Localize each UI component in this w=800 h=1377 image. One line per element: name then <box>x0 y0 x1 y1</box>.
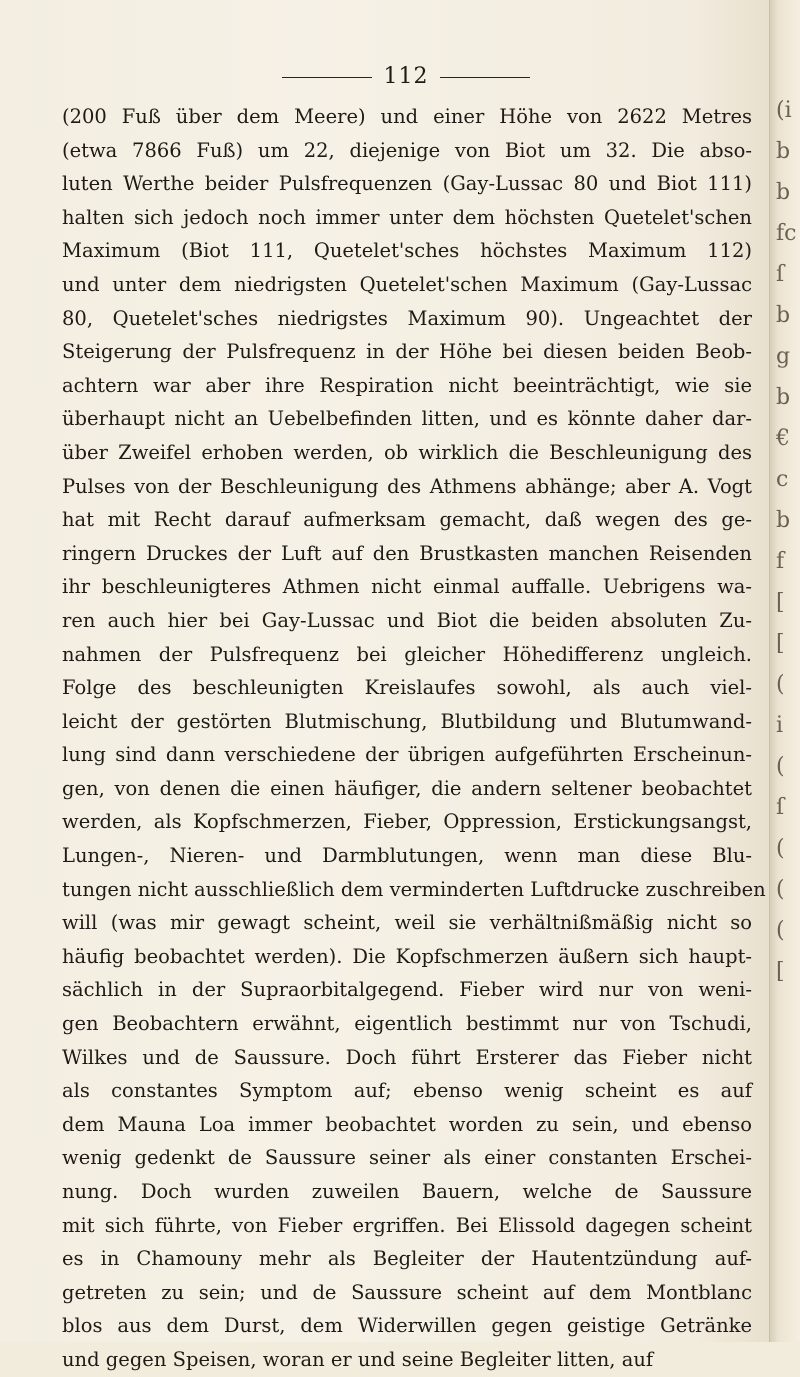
margin-glyph: b <box>776 180 791 205</box>
margin-glyph: f <box>776 549 785 574</box>
margin-glyph: [ <box>776 959 785 984</box>
text-line: dem Mauna Loa immer beobachtet worden zu sein, und ebenso <box>62 1112 752 1136</box>
page-header <box>0 64 770 90</box>
text-line: Steigerung der Pulsfrequenz in der Höhe bei diesen beiden Beob- <box>62 340 752 364</box>
body-text <box>62 100 766 1377</box>
margin-glyph: ( <box>776 918 785 943</box>
text-line: gen, von denen die einen häufiger, die andern seltener beobachtet <box>62 776 752 800</box>
margin-glyph: ſ <box>776 262 785 287</box>
text-line: und unter dem niedrigsten Quetelet'schen Maximum (Gay-Lussac <box>62 272 752 296</box>
text-line: ringern Druckes der Luft auf den Brustkasten manchen Reisenden <box>62 541 752 565</box>
text-line: nung. Doch wurden zuweilen Bauern, welche de Saussure <box>62 1180 752 1203</box>
header-rule-right <box>440 77 530 78</box>
text-line: es in Chamouny mehr als Begleiter der Hautentzündung auf- <box>62 1247 752 1271</box>
text-line: ihr beschleunigteres Athmen nicht einmal auffalle. Uebrigens wa- <box>62 575 752 599</box>
margin-glyph: b <box>776 139 791 164</box>
margin-glyph: fc <box>776 221 797 246</box>
text-line: Maximum (Biot 111, Quetelet'sches höchstes Maximum 112) <box>62 239 752 263</box>
margin-glyph: ( <box>776 836 785 861</box>
text-line: überhaupt nicht an Uebelbefinden litten, und es könnte daher dar- <box>62 407 752 431</box>
text-line: getreten zu sein; und de Saussure scheint auf dem Montblanc <box>62 1280 752 1304</box>
text-line: lung sind dann verschiedene der übrigen aufgeführten Erscheinun- <box>62 743 752 767</box>
text-line: halten sich jedoch noch immer unter dem höchsten Quetelet'schen <box>62 205 752 229</box>
margin-glyph: [ <box>776 631 785 656</box>
text-line: über Zweifel erhoben werden, ob wirklich die Beschleunigung des <box>62 440 752 464</box>
text-line: Folge des beschleunigten Kreislaufes sowohl, als auch viel- <box>62 676 752 700</box>
text-line: wenig gedenkt de Saussure seiner als einer constanten Erschei- <box>62 1146 752 1170</box>
adjacent-page-edge <box>769 0 800 1342</box>
text-line: (200 Fuß über dem Meere) und einer Höhe von 2622 Metres <box>62 105 752 128</box>
text-line: werden, als Kopfschmerzen, Fieber, Oppression, Erstickungsangst, <box>62 810 752 834</box>
text-line: luten Werthe beider Pulsfrequenzen (Gay-Lussac 80 und Biot 111) <box>62 172 752 196</box>
margin-glyph: ſ <box>776 795 785 820</box>
text-line: Pulses von der Beschleunigung des Athmens abhänge; aber A. Vogt <box>62 474 752 498</box>
text-line: tungen nicht ausschließlich dem verminderten Luftdrucke zuschreiben <box>62 877 766 901</box>
text-line: gen Beobachtern erwähnt, eigentlich bestimmt nur von Tschudi, <box>62 1012 752 1036</box>
text-line: nahmen der Pulsfrequenz bei gleicher Höhedifferenz ungleich. <box>62 642 752 666</box>
header-rule-left <box>282 77 372 78</box>
margin-glyph: € <box>776 426 790 451</box>
text-line: mit sich führte, von Fieber ergriffen. Bei Elissold dagegen scheint <box>62 1213 752 1237</box>
text-line: als constantes Symptom auf; ebenso wenig scheint es auf <box>62 1079 752 1103</box>
text-line: blos aus dem Durst, dem Widerwillen gegen geistige Getränke <box>62 1314 752 1338</box>
margin-glyph: g <box>776 344 791 369</box>
margin-glyph: (i <box>776 98 792 123</box>
text-line: Lungen-, Nieren- und Darmblutungen, wenn man diese Blu- <box>62 844 752 868</box>
text-line: 80, Quetelet'sches niedrigstes Maximum 90). Ungeachtet der <box>62 306 752 330</box>
margin-glyph: ( <box>776 754 785 779</box>
margin-glyph: c <box>776 467 789 492</box>
text-line: Wilkes und de Saussure. Doch führt Ersterer das Fieber nicht <box>62 1045 752 1069</box>
text-line: ren auch hier bei Gay-Lussac und Biot die beiden absoluten Zu- <box>62 608 752 632</box>
text-line: häufig beobachtet werden). Die Kopfschmerzen äußern sich haupt- <box>62 944 752 968</box>
text-line: hat mit Recht darauf aufmerksam gemacht, daß wegen des ge- <box>62 508 752 532</box>
text-line: achtern war aber ihre Respiration nicht beeinträchtigt, wie sie <box>62 373 752 397</box>
margin-glyph: i <box>776 713 784 738</box>
margin-glyph: ( <box>776 672 785 697</box>
margin-glyph: [ <box>776 590 785 615</box>
page-number: 112 <box>383 64 429 89</box>
text-line: leicht der gestörten Blutmischung, Blutbildung und Blutumwand- <box>62 709 752 733</box>
text-line: will (was mir gewagt scheint, weil sie verhältnißmäßig nicht so <box>62 911 752 935</box>
margin-glyph: b <box>776 303 791 328</box>
margin-glyph: b <box>776 508 791 533</box>
text-line: und gegen Speisen, woran er und seine Begleiter litten, auf <box>62 1347 654 1371</box>
text-line: (etwa 7866 Fuß) um 22, diejenige von Biot um 32. Die abso- <box>62 138 752 162</box>
margin-glyph: b <box>776 385 791 410</box>
margin-glyph: ( <box>776 877 785 902</box>
text-line: sächlich in der Supraorbitalgegend. Fieber wird nur von weni- <box>62 978 752 1002</box>
